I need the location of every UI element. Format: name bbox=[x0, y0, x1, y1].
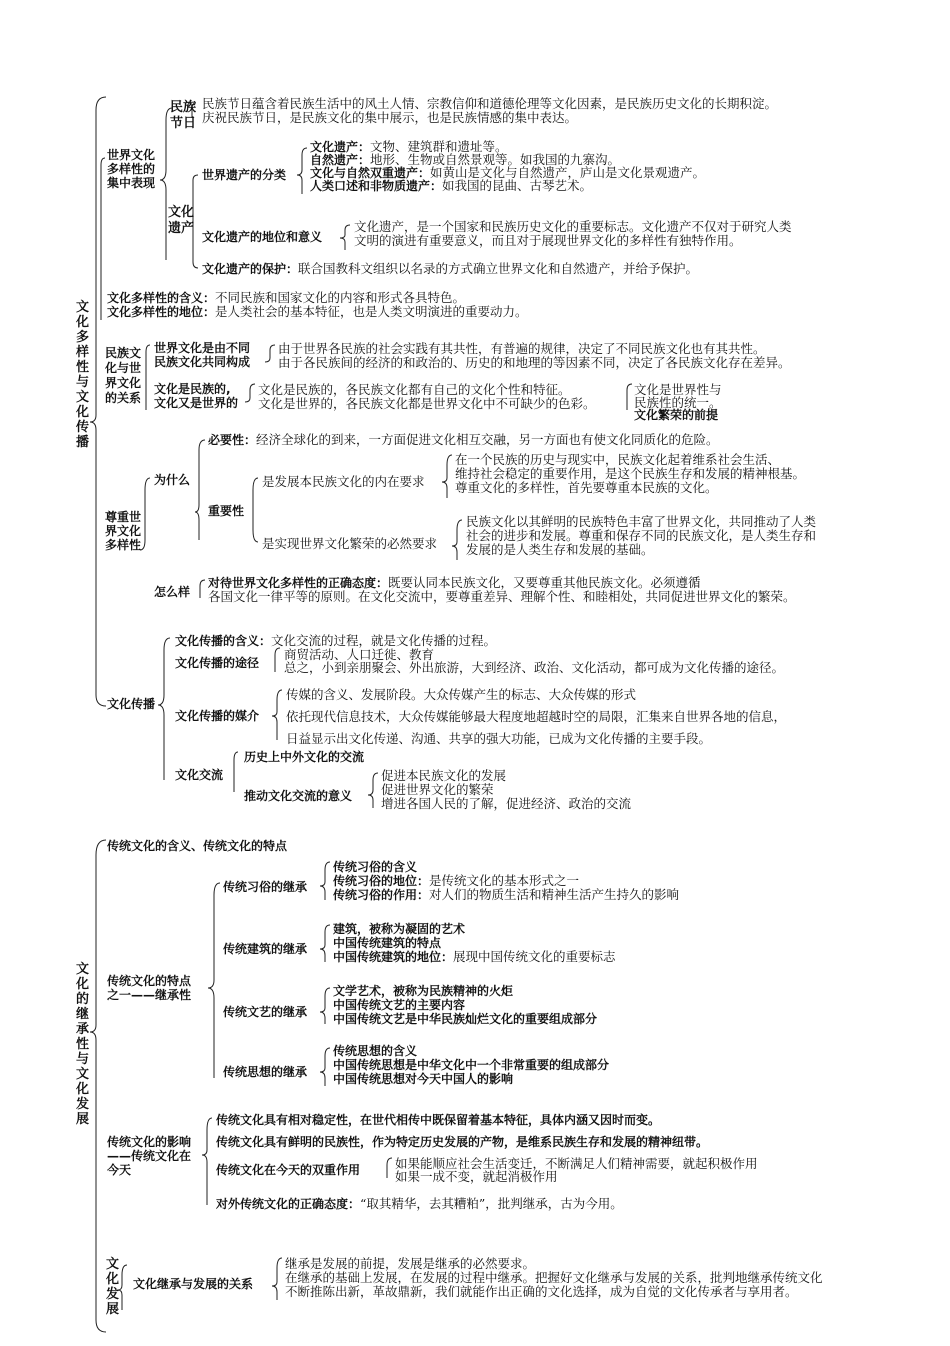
inherit-develop-line-3: 不断推陈出新，革故鼎新，我们就能作出正确的文化选择，成为自觉的文化传承者与享用者。 bbox=[285, 1284, 798, 1299]
communication-channel-label: 文化传播的途径 bbox=[175, 656, 260, 670]
importance-label: 重要性 bbox=[208, 504, 245, 518]
cultural-heritage-label: 文化遗产 bbox=[168, 205, 195, 236]
inherit-develop-label: 文化继承与发展的关系 bbox=[133, 1277, 254, 1291]
festival-line-1: 民族节日蕴含着民族生活中的风土人情、宗教信仰和道德伦理等文化因素，是民族历史文化的长期积淀。 bbox=[202, 96, 778, 111]
diversity-meaning: 文化多样性的含义：不同民族和国家文化的内容和形式各具特色。 bbox=[107, 290, 466, 305]
part1-title: 文化多样性与文化传播 bbox=[76, 300, 90, 450]
architecture-line: 建筑，被称为凝固的艺术 bbox=[333, 922, 466, 936]
influence-label-2: ——传统文化在 bbox=[107, 1149, 192, 1163]
world-culture-concentrated-label: 世界文化多样性的集中表现 bbox=[107, 148, 156, 190]
literature-line-3: 中国传统文艺是中华民族灿烂文化的重要组成部分 bbox=[333, 1012, 598, 1026]
heritage-status-line-2: 文明的演进有重要意义，而且对于展现世界文化的多样性有独特作用。 bbox=[354, 233, 742, 248]
thought-line-2: 中国传统思想是中华文化中一个非常重要的组成部分 bbox=[333, 1058, 610, 1072]
literature-line-1: 文学艺术，被称为民族精神的火炬 bbox=[333, 984, 514, 998]
relation-b-line-2: 文化是世界的，各民族文化都是世界文化中不可缺少的色彩。 bbox=[258, 396, 596, 411]
heritage-protection: 文化遗产的保护：联合国教科文组织以名录的方式确立世界文化和自然遗产，并给予保护。 bbox=[202, 261, 699, 276]
correct-attitude: 对待世界文化多样性的正确态度：既要认同本民族文化，又要尊重其他民族文化。必须遵循 bbox=[208, 575, 701, 590]
custom-line: 传统习俗的作用：对人们的物质生活和精神生活产生持久的影响 bbox=[333, 887, 680, 902]
relation-b-label-2: 文化又是世界的 bbox=[154, 396, 239, 410]
promote-exchange-label: 推动文化交流的意义 bbox=[244, 789, 353, 803]
thought-line-1: 传统思想的含义 bbox=[333, 1044, 418, 1058]
architecture-inherit-label: 传统建筑的继承 bbox=[223, 942, 308, 956]
relation-conclusion-1: 文化是世界性与 bbox=[634, 382, 722, 397]
heritage-class-item: 人类口述和非物质遗产：如我国的昆曲、古琴艺术。 bbox=[310, 178, 593, 193]
importance-1-line-1: 在一个民族的历史与现实中，民族文化起着维系社会生活、 bbox=[455, 452, 781, 467]
relation-conclusion-3: 文化繁荣的前提 bbox=[634, 408, 719, 422]
relation-b-line-1: 文化是民族的，各民族文化都有自己的文化个性和特征。 bbox=[258, 382, 571, 397]
inherit-develop-line-2: 在继承的基础上发展，在发展的过程中继承。把握好文化继承与发展的关系，批判地继承传统文化 bbox=[285, 1270, 823, 1285]
channel-line-2: 总之，小到亲朋聚会、外出旅游，大到经济、政治、文化活动，都可成为文化传播的途径。 bbox=[284, 660, 785, 675]
dual-role-label: 传统文化在今天的双重作用 bbox=[216, 1163, 361, 1177]
literature-line-2: 中国传统文艺的主要内容 bbox=[333, 998, 466, 1012]
history-exchange-label: 历史上中外文化的交流 bbox=[244, 750, 365, 764]
relation-a-line-2: 由于各民族间的经济的和政治的、历史的和地理的等因素不同，决定了各民族文化存在差异。 bbox=[278, 355, 791, 370]
inherit-develop-line-1: 继承是发展的前提，发展是继承的必然要求。 bbox=[285, 1256, 536, 1271]
literature-inherit-label: 传统文艺的继承 bbox=[223, 1005, 308, 1019]
stability-line: 传统文化具有相对稳定性，在世代相传中既保留着基本特征，具体内涵又因时而变。 bbox=[216, 1113, 661, 1127]
thought-line-3: 中国传统思想对今天中国人的影响 bbox=[333, 1072, 514, 1086]
exchange-meaning-3: 增进各国人民的了解，促进经济、政治的交流 bbox=[381, 796, 632, 811]
why-label: 为什么 bbox=[154, 473, 191, 487]
diversity-status: 文化多样性的地位：是人类社会的基本特征，也是人类文明演进的重要动力。 bbox=[107, 304, 528, 319]
influence-label-1: 传统文化的影响 bbox=[107, 1135, 192, 1149]
relation-b-label-1: 文化是民族的, bbox=[154, 382, 231, 396]
correct-attitude-line-2: 各国文化一律平等的原则。在文化交流中，要尊重差异、理解个性、和睦相处，共同促进世界文化的繁荣。 bbox=[208, 589, 796, 604]
relation-a-line-1: 由于世界各民族的社会实践有其共性，有普遍的规律，决定了不同民族文化也有其共性。 bbox=[278, 341, 766, 356]
heritage-classification-label: 世界遗产的分类 bbox=[202, 168, 287, 182]
importance-1-line-3: 尊重文化的多样性，首先要尊重本民族的文化。 bbox=[455, 480, 718, 495]
relation-a-label-1: 世界文化是由不同 bbox=[154, 341, 251, 355]
importance-1-line-2: 维持社会稳定的重要作用，是这个民族生存和发展的精神根基。 bbox=[455, 466, 806, 481]
how-label: 怎么样 bbox=[154, 585, 191, 599]
heritage-class-item: 文化遗产：文物、建筑群和遗址等。 bbox=[310, 139, 508, 154]
media-line-2: 依托现代信息技术，大众传媒能够最大程度地超越时空的局限，汇集来自世界各地的信息， bbox=[286, 709, 787, 724]
media-line-3: 日益显示出文化传递、沟通、共享的强大功能，已成为文化传播的主要手段。 bbox=[286, 731, 712, 746]
heritage-status-label: 文化遗产的地位和意义 bbox=[202, 230, 323, 244]
relation-conclusion-2: 民族性的统一。 bbox=[634, 395, 722, 410]
thought-inherit-label: 传统思想的继承 bbox=[223, 1065, 308, 1079]
communication-meaning: 文化传播的含义：文化交流的过程，就是文化传播的过程。 bbox=[175, 633, 497, 648]
exchange-meaning-2: 促进世界文化的繁荣 bbox=[381, 782, 494, 797]
channel-line-1: 商贸活动、人口迁徙、教育 bbox=[284, 647, 435, 662]
heritage-class-item: 自然遗产：地形、生物或自然景观等。如我国的九寨沟。 bbox=[310, 152, 621, 167]
ethnic-festival-label: 民族节日 bbox=[170, 100, 197, 131]
importance-2-line-3: 发展的是人类生存和发展的基础。 bbox=[466, 542, 654, 557]
influence-label-3: 今天 bbox=[107, 1163, 132, 1177]
importance-1-label: 是发展本民族文化的内在要求 bbox=[262, 474, 425, 489]
communication-media-label: 文化传播的媒介 bbox=[175, 709, 260, 723]
custom-line: 传统习俗的含义 bbox=[333, 860, 418, 874]
inheritance-label-1: 传统文化的特点 bbox=[107, 974, 192, 988]
custom-inherit-label: 传统习俗的继承 bbox=[223, 880, 308, 894]
relation-a-label-2: 民族文化共同构成 bbox=[154, 355, 251, 369]
importance-2-line-1: 民族文化以其鲜明的民族特色丰富了世界文化，共同推动了人类 bbox=[466, 514, 817, 529]
dual-role-line-1: 如果能顺应社会生活变迁，不断满足人们精神需要，就起积极作用 bbox=[395, 1156, 758, 1171]
inheritance-label-2: 之一——继承性 bbox=[107, 988, 192, 1002]
importance-2-line-2: 社会的进步和发展。尊重和保存不同的民族文化，是人类生存和 bbox=[466, 528, 817, 543]
importance-2-label: 是实现世界文化繁荣的必然要求 bbox=[262, 536, 438, 551]
heritage-status-line-1: 文化遗产，是一个国家和民族历史文化的重要标志。文化遗产不仅对于研究人类 bbox=[354, 219, 792, 234]
custom-line: 传统习俗的地位：是传统文化的基本形式之一 bbox=[333, 873, 580, 888]
traditional-meaning-label: 传统文化的含义、传统文化的特点 bbox=[107, 839, 288, 853]
relation-label: 民族文化与世界文化的关系 bbox=[105, 346, 142, 405]
ethnicity-line: 传统文化具有鲜明的民族性，作为特定历史发展的产物，是维系民族生存和发展的精神纽带。 bbox=[216, 1135, 709, 1149]
part2-title: 文化的继承性与文化发展 bbox=[76, 962, 90, 1127]
exchange-label: 文化交流 bbox=[175, 768, 224, 782]
exchange-meaning-1: 促进本民族文化的发展 bbox=[381, 768, 507, 783]
traditional-attitude: 对外传统文化的正确态度：“取其精华，去其糟粕”，批判继承，古为今用。 bbox=[216, 1196, 623, 1211]
architecture-line: 中国传统建筑的特点 bbox=[333, 936, 442, 950]
architecture-line: 中国传统建筑的地位：展现中国传统文化的重要标志 bbox=[333, 949, 616, 964]
necessity: 必要性：经济全球化的到来，一方面促进文化相互交融，另一方面也有使文化同质化的危险。 bbox=[208, 432, 719, 447]
development-label: 文化发展 bbox=[106, 1257, 120, 1317]
communication-label: 文化传播 bbox=[107, 697, 156, 711]
heritage-class-item: 文化与自然双重遗产：如黄山是文化与自然遗产，庐山是文化景观遗产。 bbox=[310, 165, 706, 180]
media-line-1: 传媒的含义、发展阶段。大众传媒产生的标志、大众传媒的形式 bbox=[286, 687, 637, 702]
festival-line-2: 庆祝民族节日，是民族文化的集中展示，也是民族情感的集中表达。 bbox=[202, 110, 578, 125]
respect-diversity-label: 尊重世界文化多样性 bbox=[105, 510, 142, 552]
dual-role-line-2: 如果一成不变，就起消极作用 bbox=[395, 1169, 558, 1184]
